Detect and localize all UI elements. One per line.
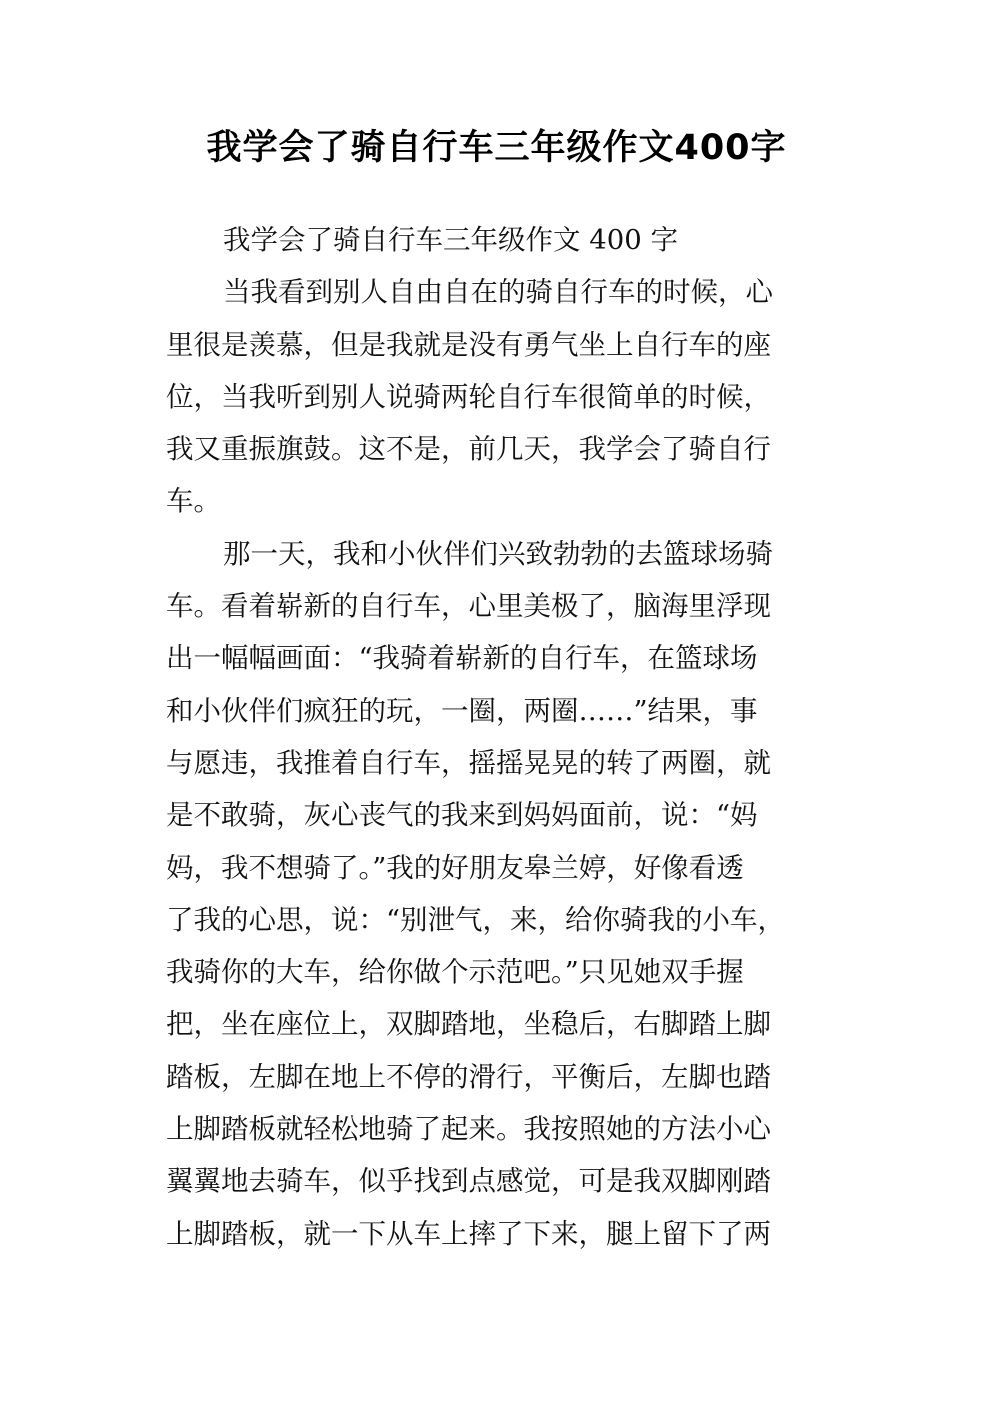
paragraph-2-line: 上脚踏板，就一下从车上摔了下来，腿上留下了两 [166,1217,771,1250]
paragraph-2-line: 是不敢骑，灰心丧气的我来到妈妈面前，说：“妈 [166,799,758,832]
paragraph-2-line: 上脚踏板就轻松地骑了起来。我按照她的方法小心 [166,1113,771,1146]
paragraph-2-line: 出一幅幅画面：“我骑着崭新的自行车，在篮球场 [166,642,758,675]
paragraph-2-line: 把，坐在座位上，双脚踏地，坐稳后，右脚踏上脚 [166,1008,771,1041]
paragraph-1-line: 当我看到别人自由自在的骑自行车的时候，心 [223,276,773,309]
paragraph-2-line: 和小伙伴们疯狂的玩，一圈，两圈……”结果，事 [166,694,758,727]
document-title: 我学会了骑自行车三年级作文400字 [206,128,787,168]
paragraph-2-line: 妈，我不想骑了。”我的好朋友皋兰婷，好像看透 [166,851,744,884]
paragraph-2-line: 那一天，我和小伙伴们兴致勃勃的去篮球场骑 [223,537,773,570]
heading-line: 我学会了骑自行车三年级作文 400 字 [223,224,678,256]
document-body [166,214,836,1260]
paragraph-2-line: 我骑你的大车，给你做个示范吧。”只见她双手握 [166,956,744,989]
paragraph-1-line: 我又重振旗鼓。这不是，前几天，我学会了骑自行 [166,433,771,466]
paragraph-1-line: 车。 [166,485,221,518]
paragraph-2-line: 踏板，左脚在地上不停的滑行，平衡后，左脚也踏 [166,1060,771,1093]
paragraph-2-line: 了我的心思，说：“别泄气，来，给你骑我的小车， [166,903,786,936]
paragraph-2-line: 翼翼地去骑车，似乎找到点感觉，可是我双脚刚踏 [166,1165,771,1198]
paragraph-1-line: 位，当我听到别人说骑两轮自行车很简单的时候， [166,380,771,413]
paragraph-1-line: 里很是羡慕，但是我就是没有勇气坐上自行车的座 [166,328,771,361]
paragraph-2-line: 与愿违，我推着自行车，摇摇晃晃的转了两圈，就 [166,746,771,779]
paragraph-2-line: 车。看着崭新的自行车，心里美极了，脑海里浮现 [166,590,771,623]
